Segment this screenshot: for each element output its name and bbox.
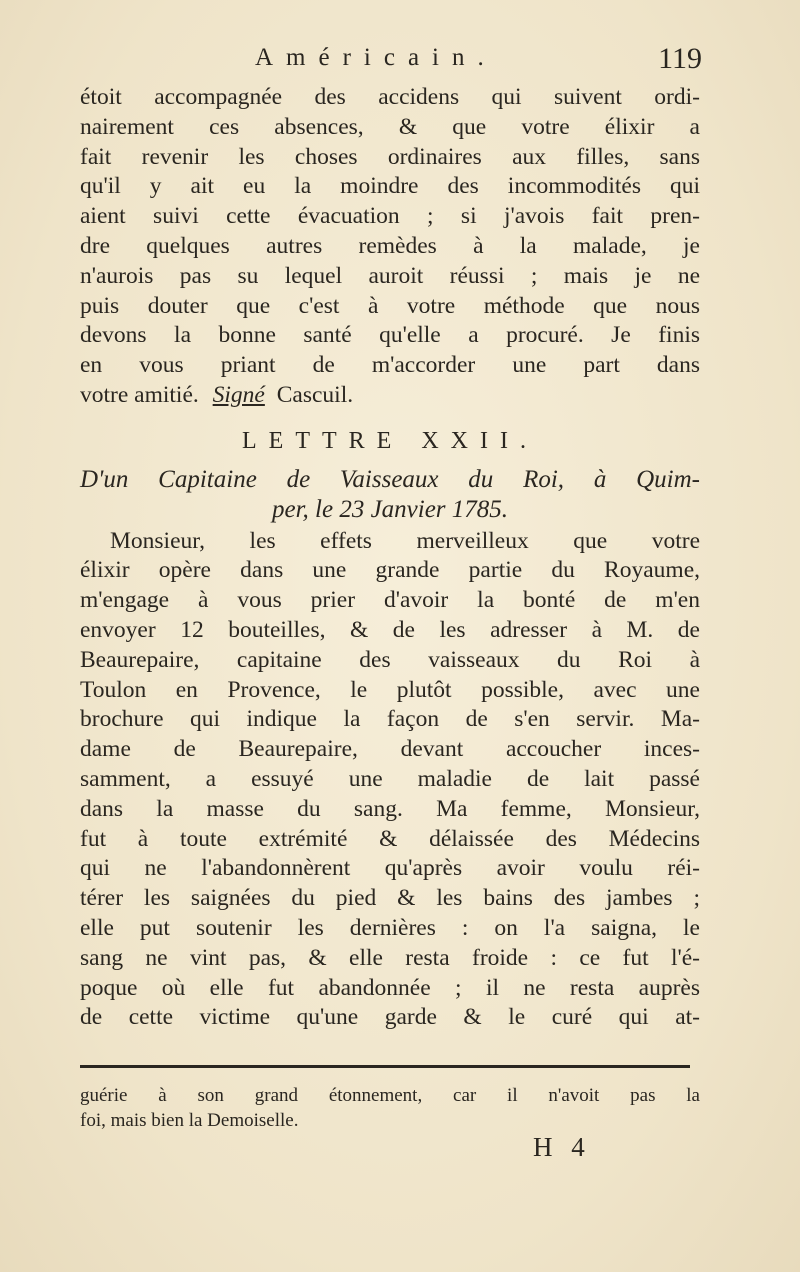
page-number: 119 bbox=[658, 42, 702, 75]
dateline-line: D'un Capitaine de Vaisseaux du Roi, à Quim- bbox=[80, 465, 700, 493]
text-line: sang ne vint pas, & elle resta froide : ce fut l'é- bbox=[80, 944, 700, 971]
text-line: samment, a essuyé une maladie de lait passé bbox=[80, 765, 700, 792]
footnote-rule bbox=[80, 1065, 690, 1068]
signature-prefix: votre amitié. bbox=[80, 381, 199, 408]
text-line: fut à toute extrémité & délaissée des Médecins bbox=[80, 825, 700, 852]
text-line: dans la masse du sang. Ma femme, Monsieur, bbox=[80, 795, 700, 822]
printer-signature-mark: H 4 bbox=[533, 1132, 591, 1162]
text-line: en vous priant de m'accorder une part dans bbox=[80, 352, 700, 379]
letter-dateline bbox=[80, 465, 700, 527]
text-line: elle put soutenir les dernières : on l'a saigna, le bbox=[80, 914, 700, 941]
text-line: devons la bonne santé qu'elle a procuré. Je finis bbox=[80, 322, 700, 349]
footnote bbox=[80, 1083, 700, 1133]
text-line: aient suivi cette évacuation ; si j'avois fait pren- bbox=[80, 203, 700, 230]
text-line: de cette victime qu'une garde & le curé qui at- bbox=[80, 1004, 700, 1031]
footnote-line: guérie à son grand étonnement, car il n'avoit pas la bbox=[80, 1085, 700, 1106]
text-line: m'engage à vous prier d'avoir la bonté de m'en bbox=[80, 587, 700, 614]
text-line: fait revenir les choses ordinaires aux filles, sans bbox=[80, 143, 700, 170]
text-line: térer les saignées du pied & les bains des jambes ; bbox=[80, 885, 700, 912]
running-title: Américain. bbox=[255, 44, 497, 71]
text-line: nairement ces absences, & que votre élixir a bbox=[80, 113, 700, 140]
text-line: étoit accompagnée des accidens qui suivent ordi- bbox=[80, 84, 700, 110]
text-line: qui ne l'abandonnèrent qu'après avoir voulu réi- bbox=[80, 855, 700, 882]
footnote-line: foi, mais bien la Demoiselle. bbox=[80, 1110, 299, 1131]
text-line: Toulon en Provence, le plutôt possible, avec une bbox=[80, 676, 700, 703]
text-line: élixir opère dans une grande partie du Royaume, bbox=[80, 557, 700, 584]
letter-heading: LETTRE XXII. bbox=[242, 427, 538, 454]
text-line: envoyer 12 bouteilles, & de les adresser à M. de bbox=[80, 616, 700, 643]
text-line: Beaurepaire, capitaine des vaisseaux du Roi à bbox=[80, 646, 700, 673]
text-line: poque où elle fut abandonnée ; il ne resta auprès bbox=[80, 974, 700, 1001]
page-header bbox=[80, 44, 700, 84]
text-line: dame de Beaurepaire, devant accoucher inces- bbox=[80, 736, 700, 763]
text-line: n'aurois pas su lequel auroit réussi ; mais je ne bbox=[80, 262, 700, 289]
signe-label: Signé bbox=[212, 381, 265, 408]
body-text bbox=[80, 83, 700, 1033]
signature-line bbox=[80, 381, 700, 411]
paragraph-continuation bbox=[80, 83, 700, 411]
dateline-line: per, le 23 Janvier 1785. bbox=[271, 495, 509, 523]
text-line: brochure qui indique la façon de s'en servir. Ma- bbox=[80, 706, 700, 733]
text-line: dre quelques autres remèdes à la malade, je bbox=[80, 232, 700, 259]
text-line: puis douter que c'est à votre méthode que nous bbox=[80, 292, 700, 319]
letter-body bbox=[80, 527, 700, 1034]
signatory-name: Cascuil. bbox=[276, 381, 354, 408]
text-line: qu'il y ait eu la moindre des incommodités qui bbox=[80, 173, 700, 200]
text-line: Monsieur, les effets merveilleux que votre bbox=[110, 527, 700, 554]
